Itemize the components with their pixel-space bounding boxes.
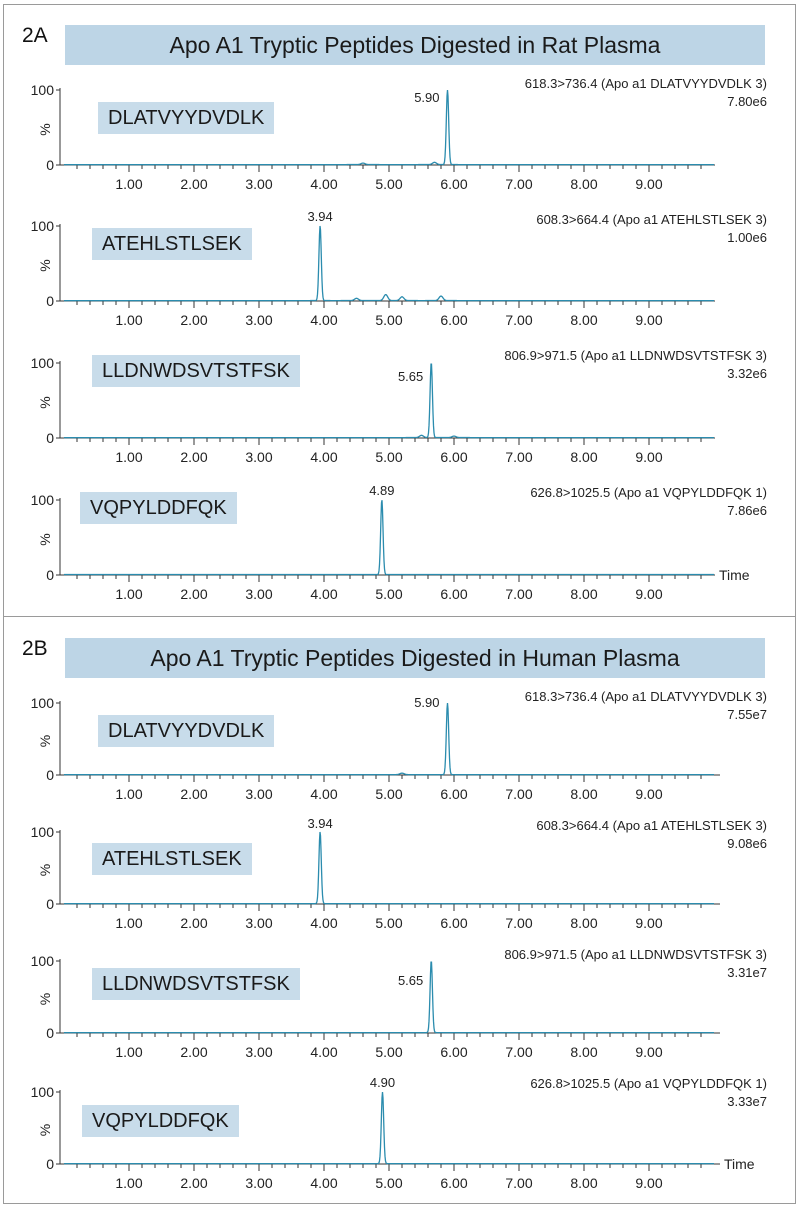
x-tick-label: 9.00 bbox=[635, 449, 663, 465]
y-axis-label: % bbox=[37, 259, 53, 272]
x-tick-label: 4.00 bbox=[310, 1044, 338, 1060]
x-tick-label: 5.00 bbox=[375, 915, 403, 931]
x-tick-label: 7.00 bbox=[505, 1044, 533, 1060]
transition-label-5: 618.3>736.4 (Apo a1 DLATVYYDVDLK 3) bbox=[524, 689, 767, 704]
peptide-label-2a-3: LLDNWDSVTSTFSK bbox=[92, 355, 300, 387]
x-tick-label: 9.00 bbox=[635, 1044, 663, 1060]
y-tick-label: 100 bbox=[30, 695, 54, 711]
transition-label-6: 608.3>664.4 (Apo a1 ATEHLSTLSEK 3) bbox=[536, 818, 767, 833]
y-tick-label: 100 bbox=[30, 824, 54, 840]
y-tick-label: 0 bbox=[46, 767, 54, 783]
x-tick-label: 4.00 bbox=[310, 1175, 338, 1191]
x-tick-label: 1.00 bbox=[115, 586, 143, 602]
x-tick-label: 8.00 bbox=[570, 1044, 598, 1060]
transition-label-3: 806.9>971.5 (Apo a1 LLDNWDSVTSTFSK 3) bbox=[504, 348, 767, 363]
x-tick-label: 6.00 bbox=[440, 449, 468, 465]
intensity-label-3: 3.32e6 bbox=[727, 366, 767, 381]
transition-label-7: 806.9>971.5 (Apo a1 LLDNWDSVTSTFSK 3) bbox=[504, 947, 767, 962]
x-tick-label: 4.00 bbox=[310, 786, 338, 802]
x-tick-label: 5.00 bbox=[375, 1175, 403, 1191]
panel-label-2a: 2A bbox=[22, 24, 48, 47]
x-tick-label: 6.00 bbox=[440, 176, 468, 192]
x-tick-label: 9.00 bbox=[635, 786, 663, 802]
y-tick-label: 100 bbox=[30, 953, 54, 969]
x-tick-label: 8.00 bbox=[570, 1175, 598, 1191]
peak-label-6: 3.94 bbox=[307, 816, 333, 831]
y-tick-label: 100 bbox=[30, 355, 54, 371]
x-tick-label: 7.00 bbox=[505, 176, 533, 192]
x-tick-label: 8.00 bbox=[570, 786, 598, 802]
x-tick-label: 3.00 bbox=[245, 915, 273, 931]
peak-label-1: 5.90 bbox=[414, 90, 440, 105]
x-tick-label: 7.00 bbox=[505, 915, 533, 931]
x-tick-label: 3.00 bbox=[245, 586, 273, 602]
x-tick-label: 8.00 bbox=[570, 176, 598, 192]
peptide-label-2a-4: VQPYLDDFQK bbox=[80, 492, 237, 524]
chromatogram-trace-6 bbox=[64, 832, 714, 904]
x-tick-label: 2.00 bbox=[180, 1044, 208, 1060]
y-tick-label: 0 bbox=[46, 567, 54, 583]
peak-label-3: 5.65 bbox=[397, 369, 424, 384]
transition-label-4: 626.8>1025.5 (Apo a1 VQPYLDDFQK 1) bbox=[530, 485, 767, 500]
chromatogram-trace-2 bbox=[64, 226, 714, 301]
x-tick-label: 2.00 bbox=[180, 449, 208, 465]
y-axis-label: % bbox=[37, 533, 53, 546]
x-tick-label: 3.00 bbox=[245, 312, 273, 328]
x-tick-label: 8.00 bbox=[570, 915, 598, 931]
y-tick-label: 0 bbox=[46, 896, 54, 912]
transition-label-8: 626.8>1025.5 (Apo a1 VQPYLDDFQK 1) bbox=[530, 1076, 767, 1091]
peptide-label-2b-1: DLATVYYDVDLK bbox=[98, 715, 274, 747]
intensity-label-4: 7.86e6 bbox=[727, 503, 767, 518]
chromatogram-trace-1 bbox=[64, 90, 714, 165]
x-tick-label: 7.00 bbox=[505, 312, 533, 328]
y-tick-label: 100 bbox=[30, 218, 54, 234]
x-tick-label: 5.00 bbox=[375, 1044, 403, 1060]
y-tick-label: 100 bbox=[30, 82, 54, 98]
x-tick-label: 8.00 bbox=[570, 586, 598, 602]
y-axis-label: % bbox=[37, 1123, 53, 1137]
x-tick-label: 4.00 bbox=[310, 915, 338, 931]
x-tick-label: 6.00 bbox=[440, 915, 468, 931]
x-tick-label: 5.00 bbox=[375, 449, 403, 465]
x-axis-label: Time bbox=[724, 1156, 755, 1172]
peptide-label-2b-3: LLDNWDSVTSTFSK bbox=[92, 968, 300, 1000]
x-tick-label: 9.00 bbox=[635, 915, 663, 931]
x-tick-label: 1.00 bbox=[115, 312, 143, 328]
x-tick-label: 9.00 bbox=[635, 312, 663, 328]
intensity-label-6: 9.08e6 bbox=[727, 836, 767, 851]
x-tick-label: 1.00 bbox=[115, 449, 143, 465]
x-tick-label: 5.00 bbox=[375, 312, 403, 328]
x-tick-label: 3.00 bbox=[245, 1175, 273, 1191]
y-axis-label: % bbox=[37, 734, 53, 748]
x-tick-label: 8.00 bbox=[570, 312, 598, 328]
peptide-label-2b-4: VQPYLDDFQK bbox=[82, 1105, 239, 1137]
y-axis-label: % bbox=[37, 863, 53, 877]
x-tick-label: 9.00 bbox=[635, 176, 663, 192]
y-tick-label: 0 bbox=[46, 293, 54, 309]
x-tick-label: 5.00 bbox=[375, 786, 403, 802]
x-tick-label: 1.00 bbox=[115, 176, 143, 192]
y-tick-label: 100 bbox=[30, 492, 54, 508]
x-tick-label: 4.00 bbox=[310, 176, 338, 192]
x-tick-label: 2.00 bbox=[180, 586, 208, 602]
x-tick-label: 7.00 bbox=[505, 586, 533, 602]
x-tick-label: 2.00 bbox=[180, 176, 208, 192]
x-tick-label: 6.00 bbox=[440, 312, 468, 328]
x-tick-label: 3.00 bbox=[245, 449, 273, 465]
chromatogram-trace-8 bbox=[64, 1092, 714, 1164]
peak-label-4: 4.89 bbox=[369, 483, 395, 498]
peak-label-8: 4.90 bbox=[369, 1075, 396, 1090]
x-tick-label: 5.00 bbox=[375, 176, 403, 192]
x-tick-label: 3.00 bbox=[245, 786, 273, 802]
panel-title-2b: Apo A1 Tryptic Peptides Digested in Human Plasma bbox=[65, 638, 765, 678]
intensity-label-8: 3.33e7 bbox=[727, 1094, 767, 1109]
x-tick-label: 9.00 bbox=[635, 1175, 663, 1191]
y-tick-label: 0 bbox=[46, 1025, 54, 1041]
y-axis-label: % bbox=[37, 396, 53, 409]
x-tick-label: 6.00 bbox=[440, 586, 468, 602]
x-tick-label: 4.00 bbox=[310, 586, 338, 602]
intensity-label-5: 7.55e7 bbox=[727, 707, 767, 722]
transition-label-1: 618.3>736.4 (Apo a1 DLATVYYDVDLK 3) bbox=[524, 76, 767, 91]
x-tick-label: 7.00 bbox=[505, 786, 533, 802]
intensity-label-7: 3.31e7 bbox=[727, 965, 767, 980]
panel-title-2a: Apo A1 Tryptic Peptides Digested in Rat Plasma bbox=[65, 25, 765, 65]
x-axis-label: Time bbox=[719, 567, 750, 583]
peak-label-5: 5.90 bbox=[414, 695, 440, 710]
chromatogram-trace-4 bbox=[64, 500, 714, 574]
x-tick-label: 1.00 bbox=[115, 1175, 143, 1191]
x-tick-label: 3.00 bbox=[245, 1044, 273, 1060]
x-tick-label: 2.00 bbox=[180, 915, 208, 931]
peak-label-7: 5.65 bbox=[397, 973, 424, 988]
intensity-label-1: 7.80e6 bbox=[727, 94, 767, 109]
x-tick-label: 3.00 bbox=[245, 176, 273, 192]
x-tick-label: 1.00 bbox=[115, 1044, 143, 1060]
chromatogram-trace-5 bbox=[64, 703, 714, 775]
x-tick-label: 7.00 bbox=[505, 1175, 533, 1191]
chromatogram-trace-7 bbox=[64, 962, 714, 1032]
y-tick-label: 100 bbox=[30, 1084, 54, 1100]
x-tick-label: 6.00 bbox=[440, 1044, 468, 1060]
intensity-label-2: 1.00e6 bbox=[727, 230, 767, 245]
x-tick-label: 6.00 bbox=[440, 786, 468, 802]
transition-label-2: 608.3>664.4 (Apo a1 ATEHLSTLSEK 3) bbox=[536, 212, 767, 227]
chromatogram-trace-3 bbox=[64, 364, 714, 437]
x-tick-label: 2.00 bbox=[180, 312, 208, 328]
y-tick-label: 0 bbox=[46, 430, 54, 446]
x-tick-label: 5.00 bbox=[375, 586, 403, 602]
x-tick-label: 7.00 bbox=[505, 449, 533, 465]
x-tick-label: 1.00 bbox=[115, 915, 143, 931]
peptide-label-2a-2: ATEHLSTLSEK bbox=[92, 228, 252, 260]
x-tick-label: 8.00 bbox=[570, 449, 598, 465]
peptide-label-2b-2: ATEHLSTLSEK bbox=[92, 843, 252, 875]
panel-label-2b: 2B bbox=[22, 637, 48, 660]
x-tick-label: 9.00 bbox=[635, 586, 663, 602]
x-tick-label: 4.00 bbox=[310, 449, 338, 465]
peptide-label-2a-1: DLATVYYDVDLK bbox=[98, 102, 274, 134]
y-tick-label: 0 bbox=[46, 157, 54, 173]
peak-label-2: 3.94 bbox=[307, 209, 333, 224]
y-axis-label: % bbox=[37, 992, 53, 1006]
y-tick-label: 0 bbox=[46, 1156, 54, 1172]
x-tick-label: 2.00 bbox=[180, 786, 208, 802]
x-tick-label: 6.00 bbox=[440, 1175, 468, 1191]
x-tick-label: 1.00 bbox=[115, 786, 143, 802]
y-axis-label: % bbox=[37, 123, 53, 136]
x-tick-label: 4.00 bbox=[310, 312, 338, 328]
x-tick-label: 2.00 bbox=[180, 1175, 208, 1191]
